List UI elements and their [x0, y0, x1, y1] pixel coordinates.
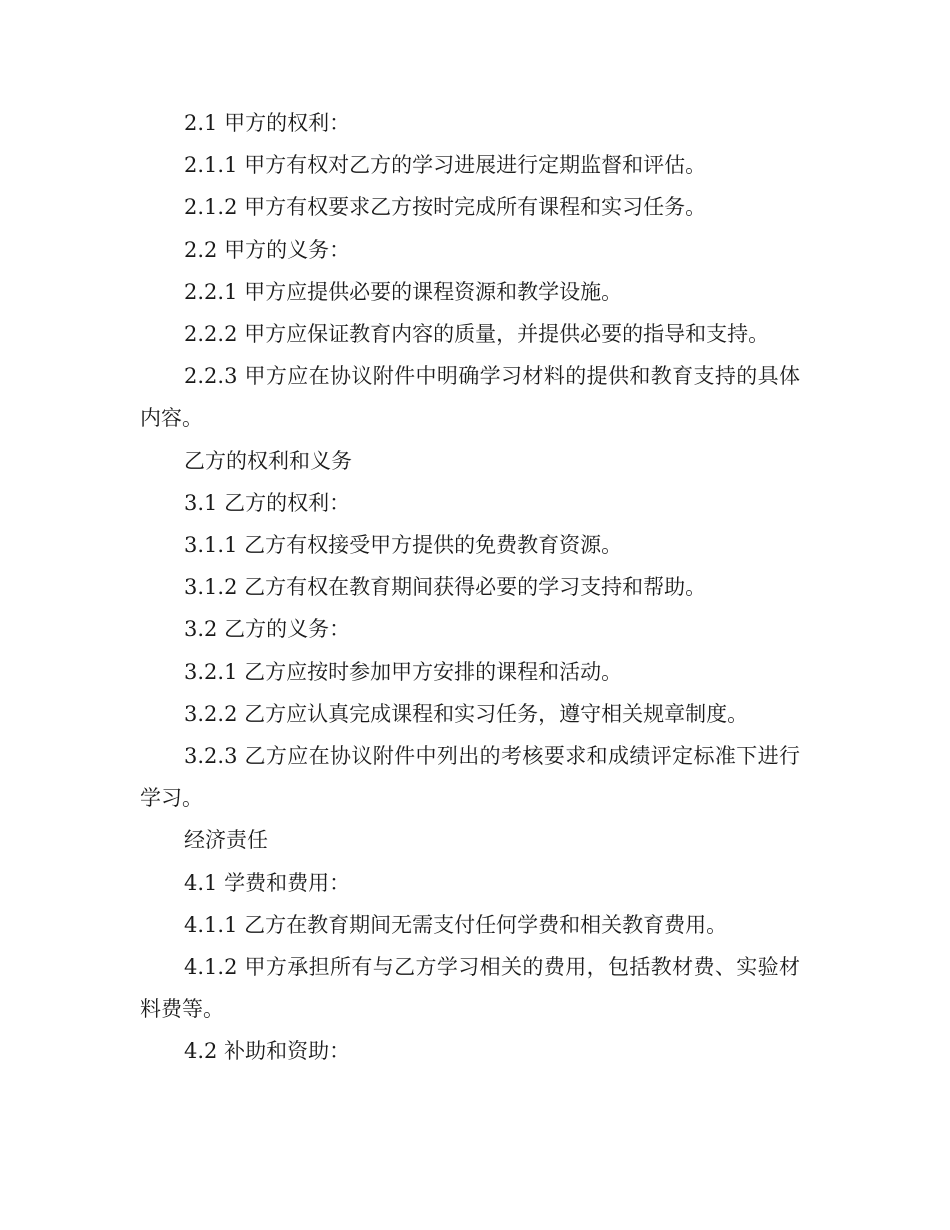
clause-2-2-2: 2.2.2 甲方应保证教育内容的质量，并提供必要的指导和支持。: [184, 322, 770, 347]
clause-3-2-2: 3.2.2 乙方应认真完成课程和实习任务，遵守相关规章制度。: [184, 701, 749, 726]
clause-2-2-1: 2.2.1 甲方应提供必要的课程资源和教学设施。: [184, 279, 623, 304]
clause-3-2: 3.2 乙方的义务：: [184, 617, 351, 642]
clause-3-1: 3.1 乙方的权利：: [184, 490, 351, 515]
clause-4-1-1: 4.1.1 乙方在教育期间无需支付任何学费和相关教育费用。: [184, 912, 728, 937]
clause-3-1-1: 3.1.1 乙方有权接受甲方提供的免费教育资源。: [184, 533, 623, 558]
clause-4-1: 4.1 学费和费用：: [184, 870, 351, 895]
clause-4-2: 4.2 补助和资助：: [184, 1039, 351, 1064]
section-heading-party-b: 乙方的权利和义务: [184, 448, 352, 473]
clause-3-2-3: 3.2.3 乙方应在协议附件中列出的考核要求和成绩评定标准下进行学习。: [140, 744, 800, 811]
clause-2-1-1: 2.1.1 甲方有权对乙方的学习进展进行定期监督和评估。: [184, 153, 707, 178]
clause-2-1-2: 2.1.2 甲方有权要求乙方按时完成所有课程和实习任务。: [184, 195, 707, 220]
clause-3-1-2: 3.1.2 乙方有权在教育期间获得必要的学习支持和帮助。: [184, 575, 707, 600]
clause-3-2-1: 3.2.1 乙方应按时参加甲方安排的课程和活动。: [184, 659, 623, 684]
clause-2-2-3: 2.2.3 甲方应在协议附件中明确学习材料的提供和教育支持的具体内容。: [140, 364, 800, 431]
clause-4-1-2: 4.1.2 甲方承担所有与乙方学习相关的费用，包括教材费、实验材料费等。: [140, 955, 800, 1022]
section-heading-economic: 经济责任: [184, 828, 268, 853]
clause-2-1: 2.1 甲方的权利：: [184, 111, 351, 135]
clause-2-2: 2.2 甲方的义务：: [184, 237, 351, 262]
